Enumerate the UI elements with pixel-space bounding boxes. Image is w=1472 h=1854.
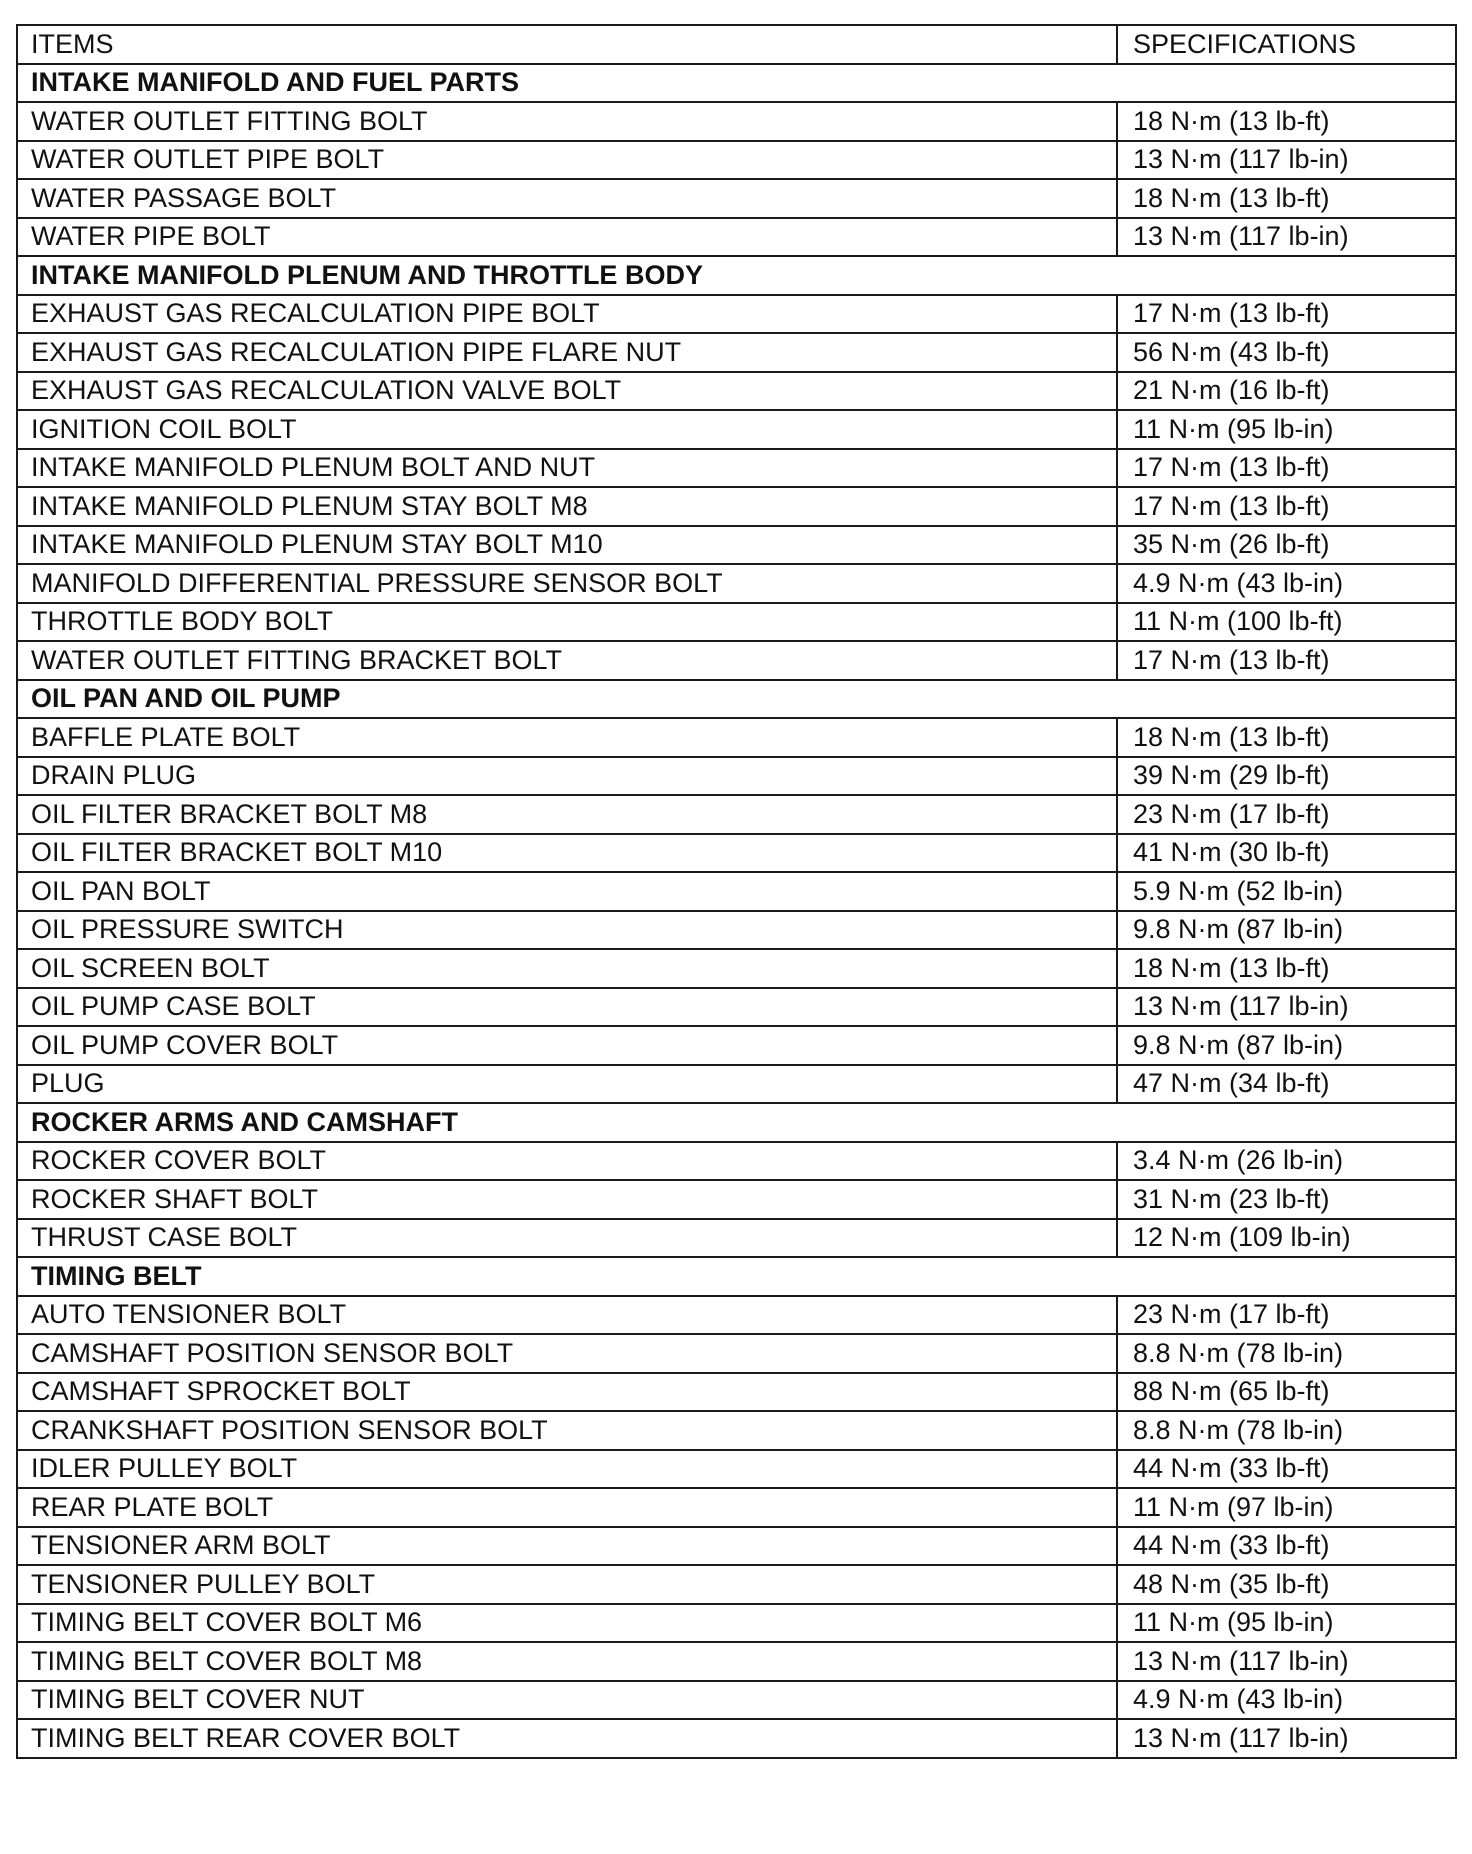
torque-spec-table [16,24,1457,1759]
item-cell: INTAKE MANIFOLD PLENUM STAY BOLT M10 [17,526,1117,565]
item-cell: TENSIONER PULLEY BOLT [17,1565,1117,1604]
spec-cell: 4.9 N·m (43 lb-in) [1117,564,1456,603]
item-cell: WATER OUTLET FITTING BOLT [17,102,1117,141]
table-row [17,526,1456,565]
item-cell: THRUST CASE BOLT [17,1219,1117,1258]
item-cell: ROCKER SHAFT BOLT [17,1180,1117,1219]
spec-cell: 13 N·m (117 lb-in) [1117,988,1456,1027]
spec-cell: 48 N·m (35 lb-ft) [1117,1565,1456,1604]
item-cell: WATER OUTLET PIPE BOLT [17,141,1117,180]
item-cell: OIL FILTER BRACKET BOLT M8 [17,795,1117,834]
spec-cell: 44 N·m (33 lb-ft) [1117,1450,1456,1489]
spec-cell: 13 N·m (117 lb-in) [1117,1719,1456,1758]
spec-cell: 11 N·m (95 lb-in) [1117,410,1456,449]
table-row [17,1180,1456,1219]
item-cell: OIL PAN BOLT [17,872,1117,911]
item-cell: BAFFLE PLATE BOLT [17,718,1117,757]
item-cell: PLUG [17,1065,1117,1104]
item-cell: INTAKE MANIFOLD PLENUM STAY BOLT M8 [17,487,1117,526]
spec-cell: 4.9 N·m (43 lb-in) [1117,1681,1456,1720]
table-row [17,911,1456,950]
table-row [17,449,1456,488]
item-cell: TIMING BELT COVER BOLT M8 [17,1642,1117,1681]
table-row [17,988,1456,1027]
section-header-row [17,1257,1456,1296]
table-row [17,1488,1456,1527]
item-cell: WATER PASSAGE BOLT [17,179,1117,218]
section-header-row [17,256,1456,295]
spec-cell: 13 N·m (117 lb-in) [1117,141,1456,180]
table-row [17,218,1456,257]
table-row [17,372,1456,411]
item-cell: EXHAUST GAS RECALCULATION PIPE FLARE NUT [17,333,1117,372]
table-row [17,333,1456,372]
item-cell: CAMSHAFT SPROCKET BOLT [17,1373,1117,1412]
spec-cell: 47 N·m (34 lb-ft) [1117,1065,1456,1104]
table-header-row [17,25,1456,64]
item-cell: WATER OUTLET FITTING BRACKET BOLT [17,641,1117,680]
table-row [17,141,1456,180]
section-title: INTAKE MANIFOLD AND FUEL PARTS [17,64,1456,103]
spec-cell: 35 N·m (26 lb-ft) [1117,526,1456,565]
spec-cell: 18 N·m (13 lb-ft) [1117,949,1456,988]
item-cell: OIL SCREEN BOLT [17,949,1117,988]
item-cell: OIL PUMP CASE BOLT [17,988,1117,1027]
item-cell: DRAIN PLUG [17,757,1117,796]
table-row [17,1642,1456,1681]
spec-cell: 23 N·m (17 lb-ft) [1117,1296,1456,1335]
table-row [17,102,1456,141]
table-row [17,1565,1456,1604]
section-header-row [17,1103,1456,1142]
table-row [17,1065,1456,1104]
spec-cell: 31 N·m (23 lb-ft) [1117,1180,1456,1219]
item-cell: EXHAUST GAS RECALCULATION VALVE BOLT [17,372,1117,411]
table-row [17,1450,1456,1489]
table-row [17,179,1456,218]
item-cell: IDLER PULLEY BOLT [17,1450,1117,1489]
spec-cell: 17 N·m (13 lb-ft) [1117,641,1456,680]
item-cell: OIL PRESSURE SWITCH [17,911,1117,950]
section-title: INTAKE MANIFOLD PLENUM AND THROTTLE BODY [17,256,1456,295]
spec-cell: 8.8 N·m (78 lb-in) [1117,1334,1456,1373]
spec-cell: 39 N·m (29 lb-ft) [1117,757,1456,796]
table-row [17,1219,1456,1258]
table-row [17,641,1456,680]
item-cell: AUTO TENSIONER BOLT [17,1296,1117,1335]
item-cell: WATER PIPE BOLT [17,218,1117,257]
table-row [17,1411,1456,1450]
section-title: ROCKER ARMS AND CAMSHAFT [17,1103,1456,1142]
section-title: TIMING BELT [17,1257,1456,1296]
table-row [17,757,1456,796]
section-header-row [17,680,1456,719]
table-row [17,872,1456,911]
table-row [17,1681,1456,1720]
table-row [17,603,1456,642]
spec-cell: 13 N·m (117 lb-in) [1117,218,1456,257]
table-row [17,1296,1456,1335]
spec-cell: 56 N·m (43 lb-ft) [1117,333,1456,372]
item-cell: TIMING BELT COVER NUT [17,1681,1117,1720]
table-row [17,487,1456,526]
section-header-row [17,64,1456,103]
item-cell: OIL PUMP COVER BOLT [17,1026,1117,1065]
item-cell: EXHAUST GAS RECALCULATION PIPE BOLT [17,295,1117,334]
item-cell: TENSIONER ARM BOLT [17,1527,1117,1566]
table-row [17,1026,1456,1065]
spec-cell: 11 N·m (95 lb-in) [1117,1604,1456,1643]
specifications-column-header: SPECIFICATIONS [1117,25,1456,64]
table-row [17,1373,1456,1412]
table-row [17,718,1456,757]
spec-cell: 18 N·m (13 lb-ft) [1117,179,1456,218]
table-row [17,1334,1456,1373]
spec-cell: 5.9 N·m (52 lb-in) [1117,872,1456,911]
item-cell: IGNITION COIL BOLT [17,410,1117,449]
table-row [17,795,1456,834]
item-cell: OIL FILTER BRACKET BOLT M10 [17,834,1117,873]
spec-cell: 88 N·m (65 lb-ft) [1117,1373,1456,1412]
item-cell: CAMSHAFT POSITION SENSOR BOLT [17,1334,1117,1373]
item-cell: MANIFOLD DIFFERENTIAL PRESSURE SENSOR BOLT [17,564,1117,603]
table-row [17,949,1456,988]
spec-cell: 8.8 N·m (78 lb-in) [1117,1411,1456,1450]
item-cell: ROCKER COVER BOLT [17,1142,1117,1181]
spec-cell: 9.8 N·m (87 lb-in) [1117,1026,1456,1065]
spec-cell: 18 N·m (13 lb-ft) [1117,718,1456,757]
spec-cell: 18 N·m (13 lb-ft) [1117,102,1456,141]
item-cell: TIMING BELT REAR COVER BOLT [17,1719,1117,1758]
table-row [17,1142,1456,1181]
item-cell: REAR PLATE BOLT [17,1488,1117,1527]
spec-cell: 17 N·m (13 lb-ft) [1117,487,1456,526]
spec-cell: 11 N·m (97 lb-in) [1117,1488,1456,1527]
table-row [17,295,1456,334]
spec-cell: 13 N·m (117 lb-in) [1117,1642,1456,1681]
table-row [17,564,1456,603]
spec-cell: 12 N·m (109 lb-in) [1117,1219,1456,1258]
spec-cell: 9.8 N·m (87 lb-in) [1117,911,1456,950]
spec-cell: 17 N·m (13 lb-ft) [1117,449,1456,488]
table-row [17,1527,1456,1566]
section-title: OIL PAN AND OIL PUMP [17,680,1456,719]
spec-cell: 17 N·m (13 lb-ft) [1117,295,1456,334]
table-row [17,834,1456,873]
items-column-header: ITEMS [17,25,1117,64]
spec-cell: 3.4 N·m (26 lb-in) [1117,1142,1456,1181]
spec-cell: 23 N·m (17 lb-ft) [1117,795,1456,834]
table-body [17,64,1456,1758]
table-row [17,1719,1456,1758]
table-row [17,1604,1456,1643]
table-row [17,410,1456,449]
item-cell: INTAKE MANIFOLD PLENUM BOLT AND NUT [17,449,1117,488]
spec-cell: 41 N·m (30 lb-ft) [1117,834,1456,873]
item-cell: CRANKSHAFT POSITION SENSOR BOLT [17,1411,1117,1450]
spec-cell: 11 N·m (100 lb-ft) [1117,603,1456,642]
spec-cell: 44 N·m (33 lb-ft) [1117,1527,1456,1566]
item-cell: THROTTLE BODY BOLT [17,603,1117,642]
item-cell: TIMING BELT COVER BOLT M6 [17,1604,1117,1643]
spec-cell: 21 N·m (16 lb-ft) [1117,372,1456,411]
